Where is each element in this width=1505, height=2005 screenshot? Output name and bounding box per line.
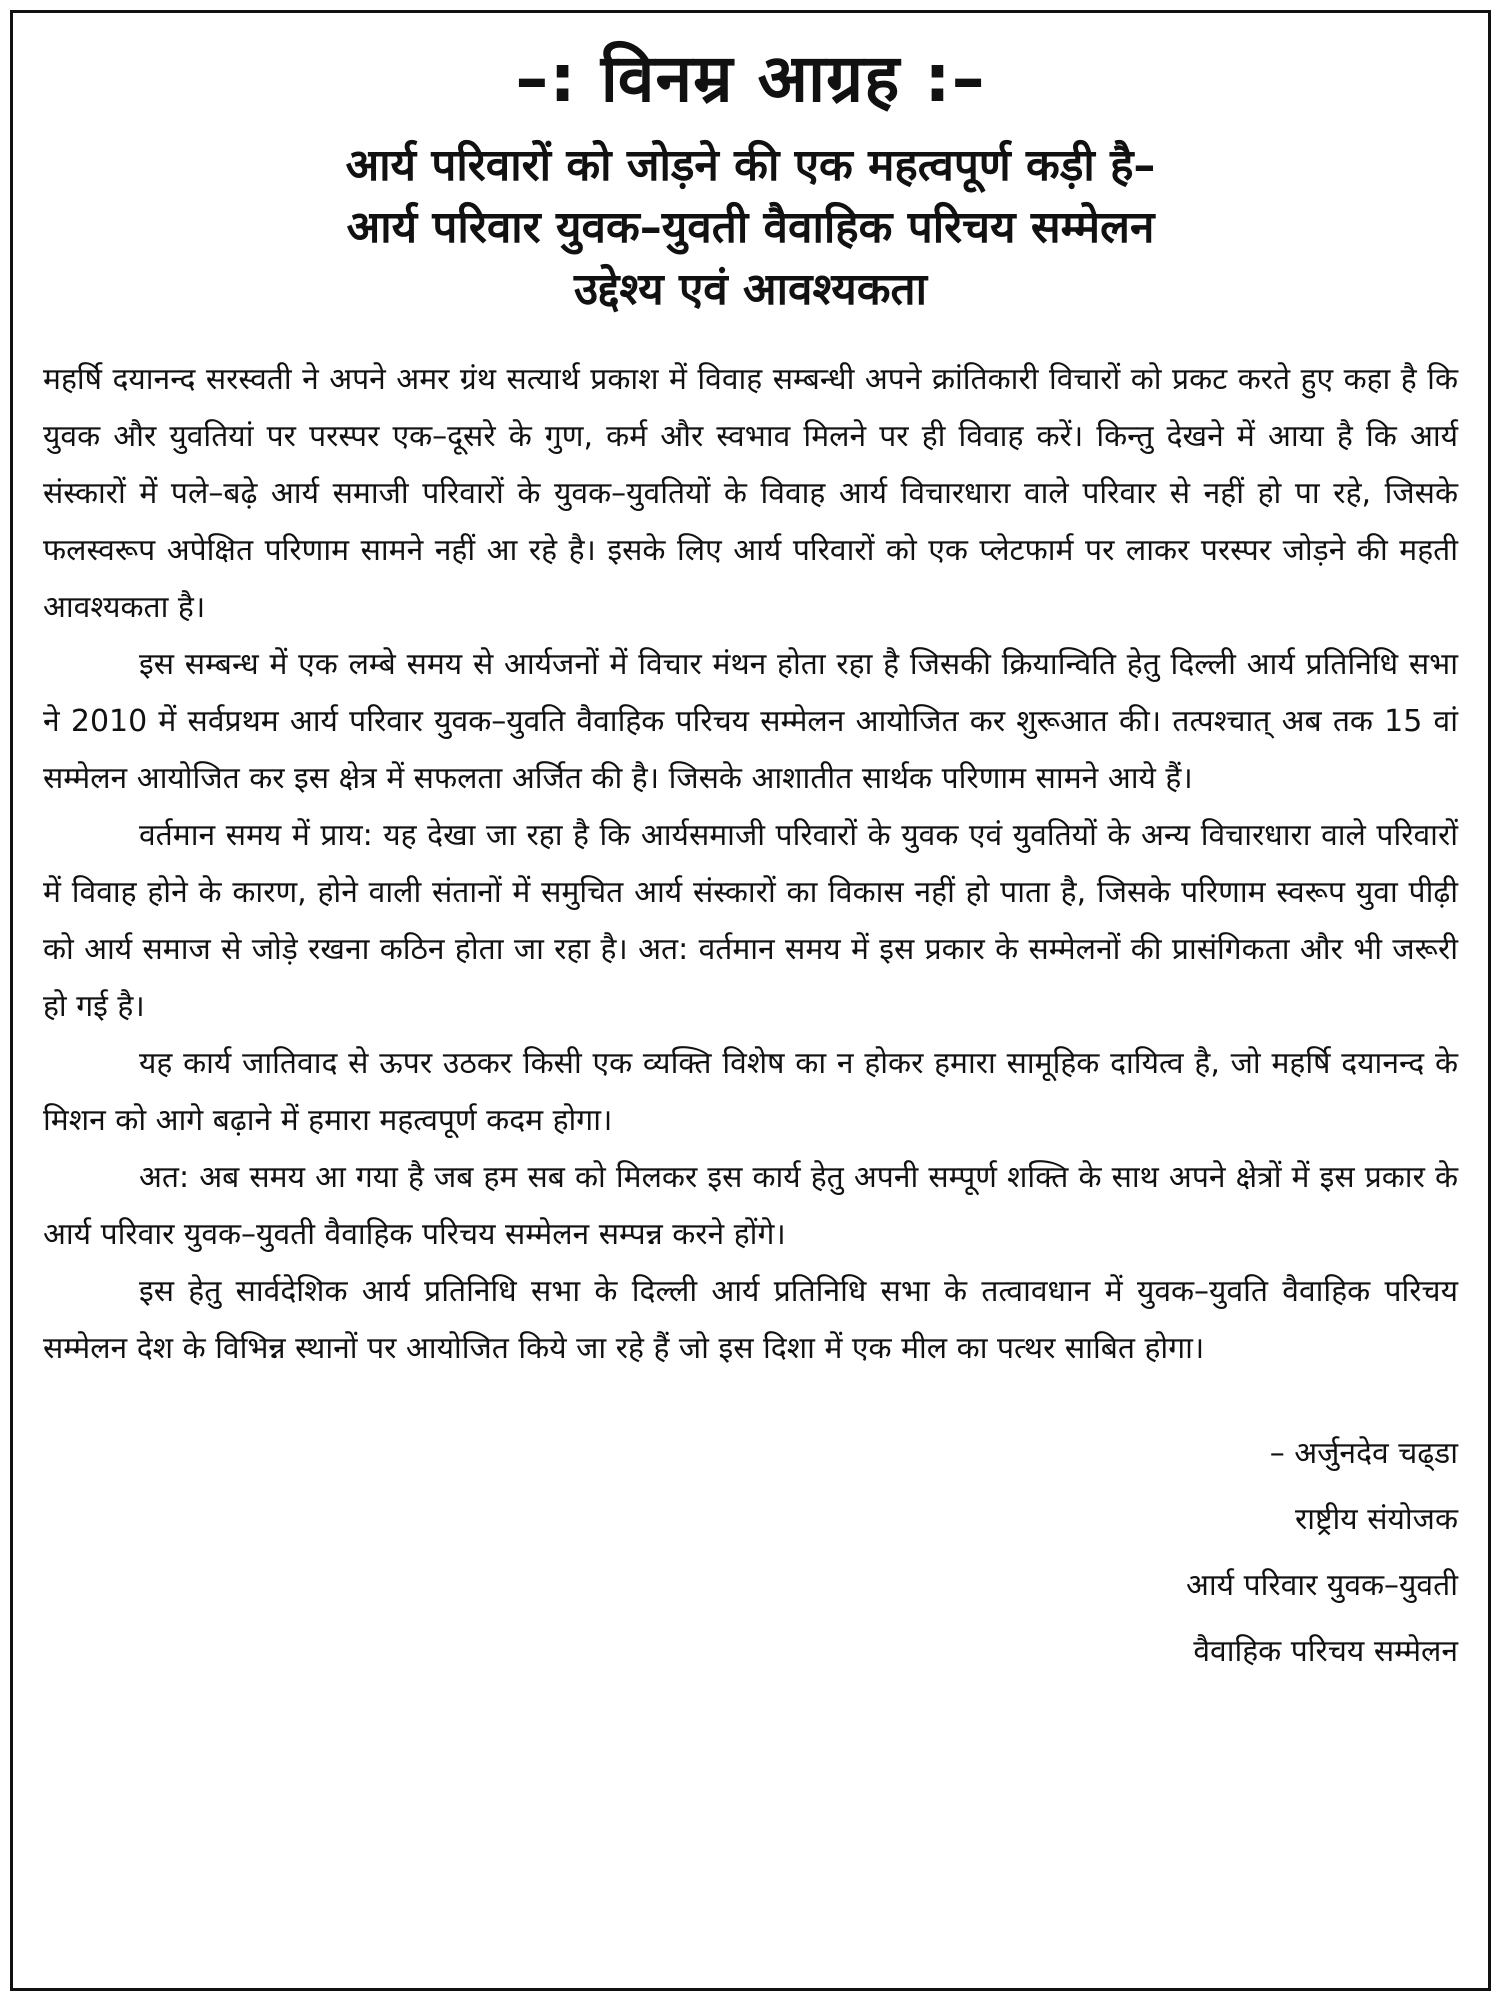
signature-title: राष्ट्रीय संयोजक [1294, 1502, 1458, 1537]
document-content [43, 37, 1458, 1968]
document-border [10, 10, 1491, 1991]
page-title: –: विनम्र आग्रह :– [515, 40, 986, 117]
paragraph-3: वर्तमान समय में प्राय: यह देखा जा रहा है कि आर्यसमाजी परिवारों के युवक एवं युवतियों के अन्य विचारधारा वाले परिवारों में विवाह होने के कारण, होने वाली संतानों में समुचित आर्य संस्कारों का विकास नहीं हो पाता है, जिसके परिणाम स्वरूप युवा पीढ़ी को आर्य समाज से जोड़े रखना कठिन होता जा रहा है। अत: वर्तमान समय में इस प्रकार के सम्मेलनों की प्रासंगिकता और भी जरूरी हो गई है। [43, 818, 1458, 1024]
signature-block [43, 1421, 1458, 1685]
signature-name: – अर्जुनदेव चढ्डा [1269, 1436, 1458, 1471]
body-text [43, 351, 1458, 1377]
signature-org-line-1: आर्य परिवार युवक–युवती [1185, 1568, 1458, 1603]
subtitle-line-2: आर्य परिवार युवक–युवती वैवाहिक परिचय सम्मेलन [346, 202, 1155, 253]
paragraph-5: अत: अब समय आ गया है जब हम सब को मिलकर इस कार्य हेतु अपनी सम्पूर्ण शक्ति के साथ अपने क्षेत्रों में इस प्रकार के आर्य परिवार युवक–युवती वैवाहिक परिचय सम्मेलन सम्पन्न करने होंगे। [43, 1160, 1458, 1252]
paragraph-1: महर्षि दयानन्द सरस्वती ने अपने अमर ग्रंथ सत्यार्थ प्रकाश में विवाह सम्बन्धी अपने क्रांतिकारी विचारों को प्रकट करते हुए कहा है कि युवक और युवतियां पर परस्पर एक–दूसरे के गुण, कर्म और स्वभाव मिलने पर ही विवाह करें। किन्तु देखने में आया है कि आर्य संस्कारों में पले–बढ़े आर्य समाजी परिवारों के युवक–युवतियों के विवाह आर्य विचारधारा वाले परिवार से नहीं हो पा रहे, जिसके फलस्वरूप अपेक्षित परिणाम सामने नहीं आ रहे है। इसके लिए आर्य परिवारों को एक प्लेटफार्म पर लाकर परस्पर जोड़ने की महती आवश्यकता है। [43, 362, 1458, 625]
subtitle-line-3: उद्देश्य एवं आवश्यकता [574, 264, 927, 315]
subtitle-line-1: आर्य परिवारों को जोड़ने की एक महत्वपूर्ण कड़ी है– [345, 140, 1156, 191]
paragraph-2: इस सम्बन्ध में एक लम्बे समय से आर्यजनों में विचार मंथन होता रहा है जिसकी क्रियान्विति हेतु दिल्ली आर्य प्रतिनिधि सभा ने 2010 में सर्वप्रथम आर्य परिवार युवक–युवति वैवाहिक परिचय सम्मेलन आयोजित कर शुरूआत की। तत्पश्चात् अब तक 15 वां सम्मेलन आयोजित कर इस क्षेत्र में सफलता अर्जित की है। जिसके आशातीत सार्थक परिणाम सामने आये हैं। [43, 647, 1458, 796]
signature-org-line-2: वैवाहिक परिचय सम्मेलन [1193, 1634, 1458, 1669]
paragraph-4: यह कार्य जातिवाद से ऊपर उठकर किसी एक व्यक्ति विशेष का न होकर हमारा सामूहिक दायित्व है, जो महर्षि दयानन्द के मिशन को आगे बढ़ाने में हमारा महत्वपूर्ण कदम होगा। [43, 1046, 1458, 1138]
paragraph-6: इस हेतु सार्वदेशिक आर्य प्रतिनिधि सभा के दिल्ली आर्य प्रतिनिधि सभा के तत्वावधान में युवक–युवति वैवाहिक परिचय सम्मेलन देश के विभिन्न स्थानों पर आयोजित किये जा रहे हैं जो इस दिशा में एक मील का पत्थर साबित होगा। [43, 1274, 1458, 1366]
